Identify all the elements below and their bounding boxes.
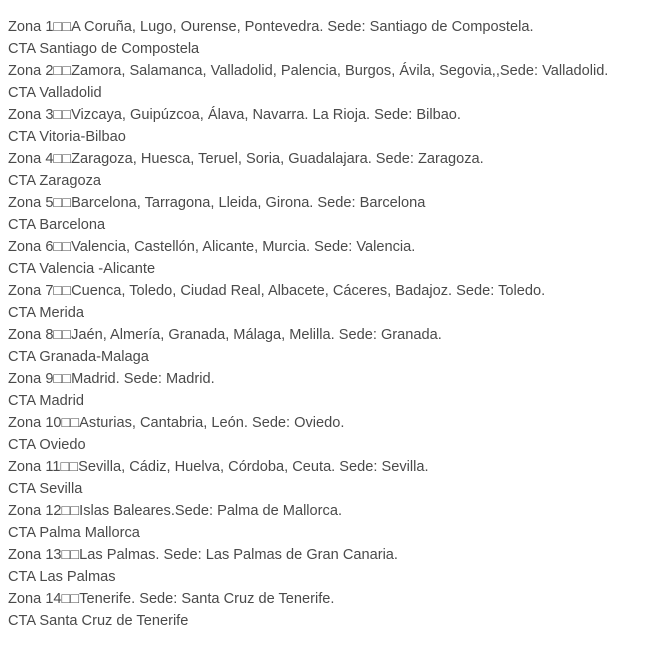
cta-14-line: CTA Santa Cruz de Tenerife: [8, 613, 189, 629]
cta-4-line: CTA Zaragoza: [8, 173, 102, 189]
cta-10-line: CTA Oviedo: [8, 437, 86, 453]
zona-4-line: Zona 4□□Zaragoza, Huesca, Teruel, Soria, Guadalajara. Sede: Zaragoza.: [8, 151, 484, 167]
zona-10-line: Zona 10□□Asturias, Cantabria, León. Sede: Oviedo.: [8, 415, 345, 431]
cta-5-line: CTA Barcelona: [8, 217, 106, 233]
zona-5-line: Zona 5□□Barcelona, Tarragona, Lleida, Girona. Sede: Barcelona: [8, 195, 426, 211]
cta-6-line: CTA Valencia -Alicante: [8, 261, 156, 277]
cta-9-line: CTA Madrid: [8, 393, 84, 409]
cta-2-line: CTA Valladolid: [8, 85, 102, 101]
cta-3-line: CTA Vitoria-Bilbao: [8, 129, 126, 145]
zona-8-line: Zona 8□□Jaén, Almería, Granada, Málaga, Melilla. Sede: Granada.: [8, 327, 442, 343]
zona-9-line: Zona 9□□Madrid. Sede: Madrid.: [8, 371, 215, 387]
cta-13-line: CTA Las Palmas: [8, 569, 116, 585]
cta-8-line: CTA Granada-Malaga: [8, 349, 149, 365]
cta-12-line: CTA Palma Mallorca: [8, 525, 140, 541]
zona-13-line: Zona 13□□Las Palmas. Sede: Las Palmas de Gran Canaria.: [8, 547, 398, 563]
zona-3-line: Zona 3□□Vizcaya, Guipúzcoa, Álava, Navarra. La Rioja. Sede: Bilbao.: [8, 107, 461, 123]
zona-12-line: Zona 12□□Islas Baleares.Sede: Palma de Mallorca.: [8, 503, 342, 519]
cta-11-line: CTA Sevilla: [8, 481, 83, 497]
zona-2-line: Zona 2□□Zamora, Salamanca, Valladolid, Palencia, Burgos, Ávila, Segovia,,Sede: Valladolid.: [8, 63, 609, 79]
zona-7-line: Zona 7□□Cuenca, Toledo, Ciudad Real, Albacete, Cáceres, Badajoz. Sede: Toledo.: [8, 283, 546, 299]
zona-6-line: Zona 6□□Valencia, Castellón, Alicante, Murcia. Sede: Valencia.: [8, 239, 416, 255]
zona-1-line: Zona 1□□A Coruña, Lugo, Ourense, Pontevedra. Sede: Santiago de Compostela.: [8, 19, 534, 35]
zona-11-line: Zona 11□□Sevilla, Cádiz, Huelva, Córdoba, Ceuta. Sede: Sevilla.: [8, 459, 429, 475]
zona-14-line: Zona 14□□Tenerife. Sede: Santa Cruz de Tenerife.: [8, 591, 335, 607]
cta-1-line: CTA Santiago de Compostela: [8, 41, 200, 57]
cta-7-line: CTA Merida: [8, 305, 84, 321]
